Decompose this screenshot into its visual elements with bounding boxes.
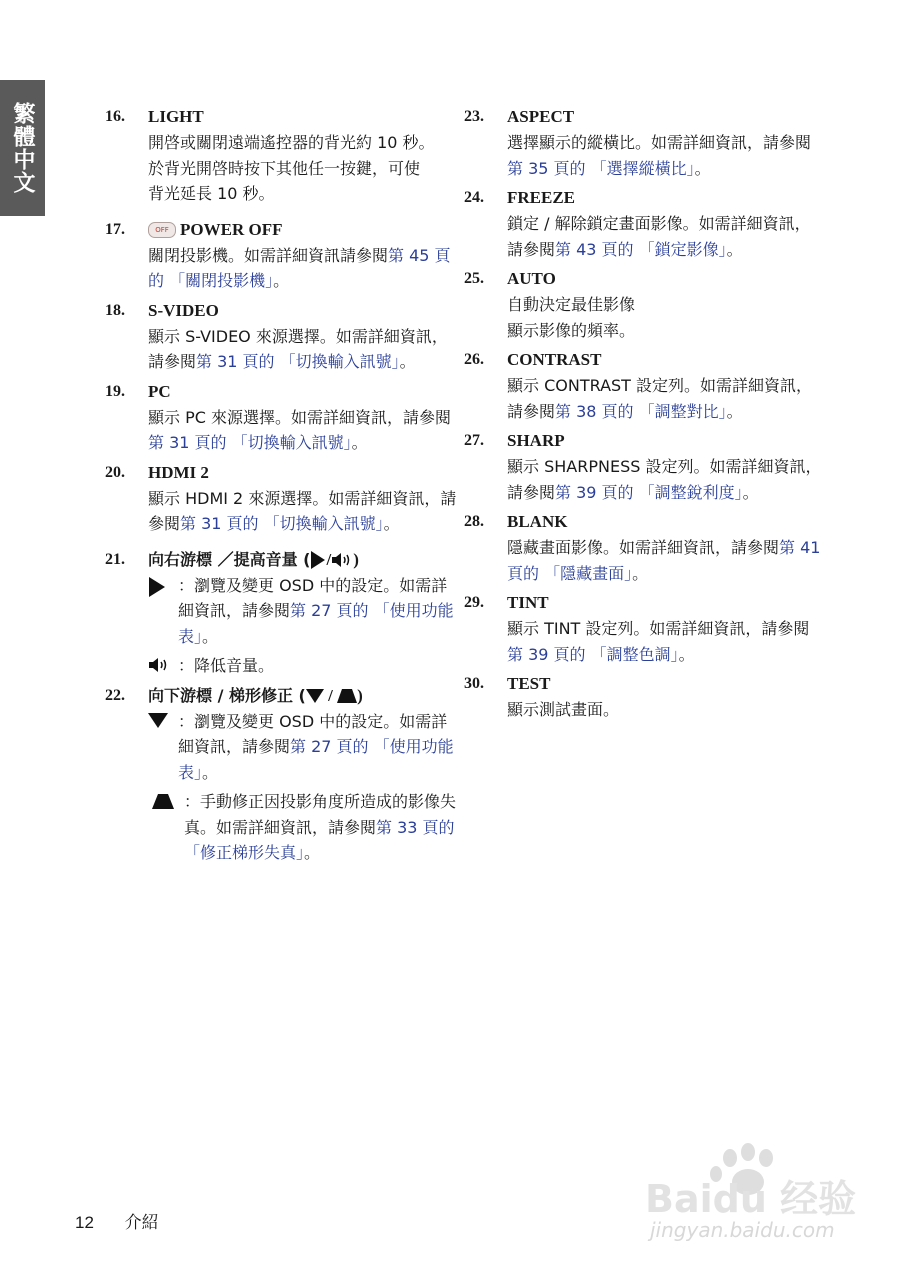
volume-icon xyxy=(331,552,353,568)
item-desc: 顯示 HDMI 2 來源選擇。如需詳細資訊，請參閱第 31 頁的 「切換輸入訊號」。 xyxy=(148,488,457,533)
page-reference-link[interactable]: 第 31 頁的 「切換輸入訊號」 xyxy=(148,433,352,452)
page-reference-link[interactable]: 第 39 頁的 「調整銳利度」 xyxy=(555,482,743,502)
item-title: ASPECT xyxy=(507,107,575,126)
page-reference-link[interactable]: 第 43 頁的 「鎖定影像」 xyxy=(555,239,727,259)
volume-icon xyxy=(148,657,170,673)
page-reference-link[interactable]: 第 39 頁的 「調整色調」 xyxy=(507,644,679,664)
item-title: AUTO xyxy=(507,269,556,288)
item-17: 17. OFF POWER OFF 關閉投影機。如需詳細資訊請參閱第 45 頁的 「關閉投影機」。 xyxy=(105,217,460,294)
item-title: CONTRAST xyxy=(507,350,602,369)
item-desc: 選擇顯示的縱橫比。如需詳細資訊，請參閱第 35 頁的 「選擇縱橫比」。 xyxy=(507,133,812,178)
item-desc: 顯示 PC 來源選擇。如需詳細資訊，請參閱第 31 頁的 「切換輸入訊號」。 xyxy=(148,407,451,452)
item-title: OFF POWER OFF xyxy=(148,217,460,243)
item-title: BLANK xyxy=(507,512,568,531)
item-title: LIGHT xyxy=(148,107,204,126)
item-title: HDMI 2 xyxy=(148,462,209,482)
item-29: 29. TINT 顯示 TINT 設定列。如需詳細資訊，請參閱第 39 頁的 「調整色調」。 xyxy=(464,590,824,667)
item-22: 22. 向下游標 / 梯形修正 ( / ) ：瀏覽及變更 OSD 中的設定。如需詳細資訊，請參閱第 27 頁的 「使用功能表」。 ：手動修正因投影角度所造成的影像失真。如需詳細資訊，請參閱第 33 頁的 「修正梯形失真」。 xyxy=(105,683,460,866)
keystone-icon xyxy=(152,794,174,809)
item-26: 26. CONTRAST 顯示 CONTRAST 設定列。如需詳細資訊，請參閱第 38 頁的 「調整對比」。 xyxy=(464,347,824,424)
svg-text:Baidu 经验: Baidu 经验 xyxy=(645,1177,857,1221)
item-21: 21. 向右游標 ／提高音量 ( / ) ：瀏覽及變更 OSD 中的設定。如需詳細資訊，請參閱第 27 頁的 「使用功能表」。 ：降低音量。 xyxy=(105,547,460,679)
down-arrow-icon xyxy=(306,689,324,703)
item-title: TINT xyxy=(507,593,549,612)
right-arrow-icon xyxy=(148,577,166,597)
item-desc: 顯示 S-VIDEO 來源選擇。如需詳細資訊，請參閱第 31 頁的 「切換輸入訊號」。 xyxy=(148,326,448,371)
item-28: 28. BLANK 隱藏畫面影像。如需詳細資訊，請參閱第 41 頁的 「隱藏畫面」。 xyxy=(464,509,824,586)
page-reference-link[interactable]: 第 27 頁的 「使用功能表」 xyxy=(178,601,454,646)
item-30: 30. TEST 顯示測試畫面。 xyxy=(464,671,824,723)
page-footer xyxy=(75,1208,159,1233)
down-arrow-icon xyxy=(148,713,168,728)
item-desc: 關閉投影機。如需詳細資訊請參閱第 45 頁的 「關閉投影機」。 xyxy=(148,245,451,290)
keystone-icon xyxy=(337,689,357,703)
item-18: 18. S-VIDEO 顯示 S-VIDEO 來源選擇。如需詳細資訊，請參閱第 31 頁的 「切換輸入訊號」。 xyxy=(105,298,460,375)
page-reference-link[interactable]: 第 31 頁的 「切換輸入訊號」 xyxy=(180,514,384,533)
keystone-description: ：手動修正因投影角度所造成的影像失真。如需詳細資訊，請參閱第 33 頁的 「修正梯形失真」。 xyxy=(148,789,460,866)
item-20: 20. HDMI 2 顯示 HDMI 2 來源選擇。如需詳細資訊，請參閱第 31 頁的 「切換輸入訊號」。 xyxy=(105,460,460,537)
page-reference-link[interactable]: 第 45 頁的 「關閉投影機」 xyxy=(148,245,451,290)
item-desc: 顯示測試畫面。 xyxy=(507,700,620,719)
item-desc: 開啓或關閉遠端遙控器的背光約 10 秒。 於背光開啓時按下其他任一按鍵，可使 背光延長 10 秒。 xyxy=(148,133,435,203)
item-desc: 顯示 TINT 設定列。如需詳細資訊，請參閱第 39 頁的 「調整色調」。 xyxy=(507,619,810,664)
language-tab-label: 繁體中文 xyxy=(10,102,35,194)
page-number: 12 xyxy=(75,1213,94,1232)
item-title: SHARP xyxy=(507,431,565,450)
item-desc: 隱藏畫面影像。如需詳細資訊，請參閱第 41 頁的 「隱藏畫面」。 xyxy=(507,538,821,583)
item-title: S-VIDEO xyxy=(148,300,219,320)
item-25: 25. AUTO 自動決定最佳影像 顯示影像的頻率。 xyxy=(464,266,824,343)
page-reference-link[interactable]: 第 35 頁的 「選擇縱橫比」 xyxy=(507,158,695,178)
item-desc: 顯示 SHARPNESS 設定列。如需詳細資訊，請參閱第 39 頁的 「調整銳利度」。 xyxy=(507,457,822,502)
item-desc: 自動決定最佳影像 顯示影像的頻率。 xyxy=(507,295,636,340)
item-title: FREEZE xyxy=(507,188,576,207)
page-reference-link[interactable]: 第 38 頁的 「調整對比」 xyxy=(555,401,727,421)
left-column xyxy=(105,104,460,866)
volume-down-description: ：降低音量。 xyxy=(148,653,460,679)
item-23: 23. ASPECT 選擇顯示的縱橫比。如需詳細資訊，請參閱第 35 頁的 「選擇縱橫比」。 xyxy=(464,104,824,181)
power-off-key-icon: OFF xyxy=(148,222,176,238)
section-name: 介紹 xyxy=(124,1213,159,1233)
page-reference-link[interactable]: 第 41 頁的 「隱藏畫面」 xyxy=(507,538,821,583)
down-arrow-description: ：瀏覽及變更 OSD 中的設定。如需詳細資訊，請參閱第 27 頁的 「使用功能表」。 xyxy=(148,709,460,786)
right-column xyxy=(464,104,824,723)
item-title: 向下游標 / 梯形修正 ( / ) xyxy=(148,685,363,705)
right-arrow-icon xyxy=(310,551,326,569)
watermark-url: jingyan.baidu.com xyxy=(650,1218,835,1242)
page-reference-link[interactable]: 第 27 頁的 「使用功能表」 xyxy=(178,737,454,782)
item-16: 16. LIGHT 開啓或關閉遠端遙控器的背光約 10 秒。 於背光開啓時按下其他任一按鍵，可使 背光延長 10 秒。 xyxy=(105,104,460,207)
item-title: 向右游標 ／提高音量 ( / ) xyxy=(148,549,359,569)
item-title: TEST xyxy=(507,674,551,693)
baidu-jingyan-watermark xyxy=(630,1140,870,1260)
language-tab xyxy=(0,80,45,216)
page-reference-link[interactable]: 第 31 頁的 「切換輸入訊號」 xyxy=(196,352,400,371)
item-title: PC xyxy=(148,381,171,401)
right-arrow-description: ：瀏覽及變更 OSD 中的設定。如需詳細資訊，請參閱第 27 頁的 「使用功能表」。 xyxy=(148,573,460,650)
item-19: 19. PC 顯示 PC 來源選擇。如需詳細資訊，請參閱第 31 頁的 「切換輸入訊號」。 xyxy=(105,379,460,456)
item-24: 24. FREEZE 鎖定 / 解除鎖定畫面影像。如需詳細資訊，請參閱第 43 頁的 「鎖定影像」。 xyxy=(464,185,824,262)
item-desc: 顯示 CONTRAST 設定列。如需詳細資訊，請參閱第 38 頁的 「調整對比」。 xyxy=(507,376,813,421)
item-desc: 鎖定 / 解除鎖定畫面影像。如需詳細資訊，請參閱第 43 頁的 「鎖定影像」。 xyxy=(507,214,811,259)
item-27: 27. SHARP 顯示 SHARPNESS 設定列。如需詳細資訊，請參閱第 39 頁的 「調整銳利度」。 xyxy=(464,428,824,505)
page-reference-link[interactable]: 第 33 頁的 「修正梯形失真」 xyxy=(184,817,455,862)
